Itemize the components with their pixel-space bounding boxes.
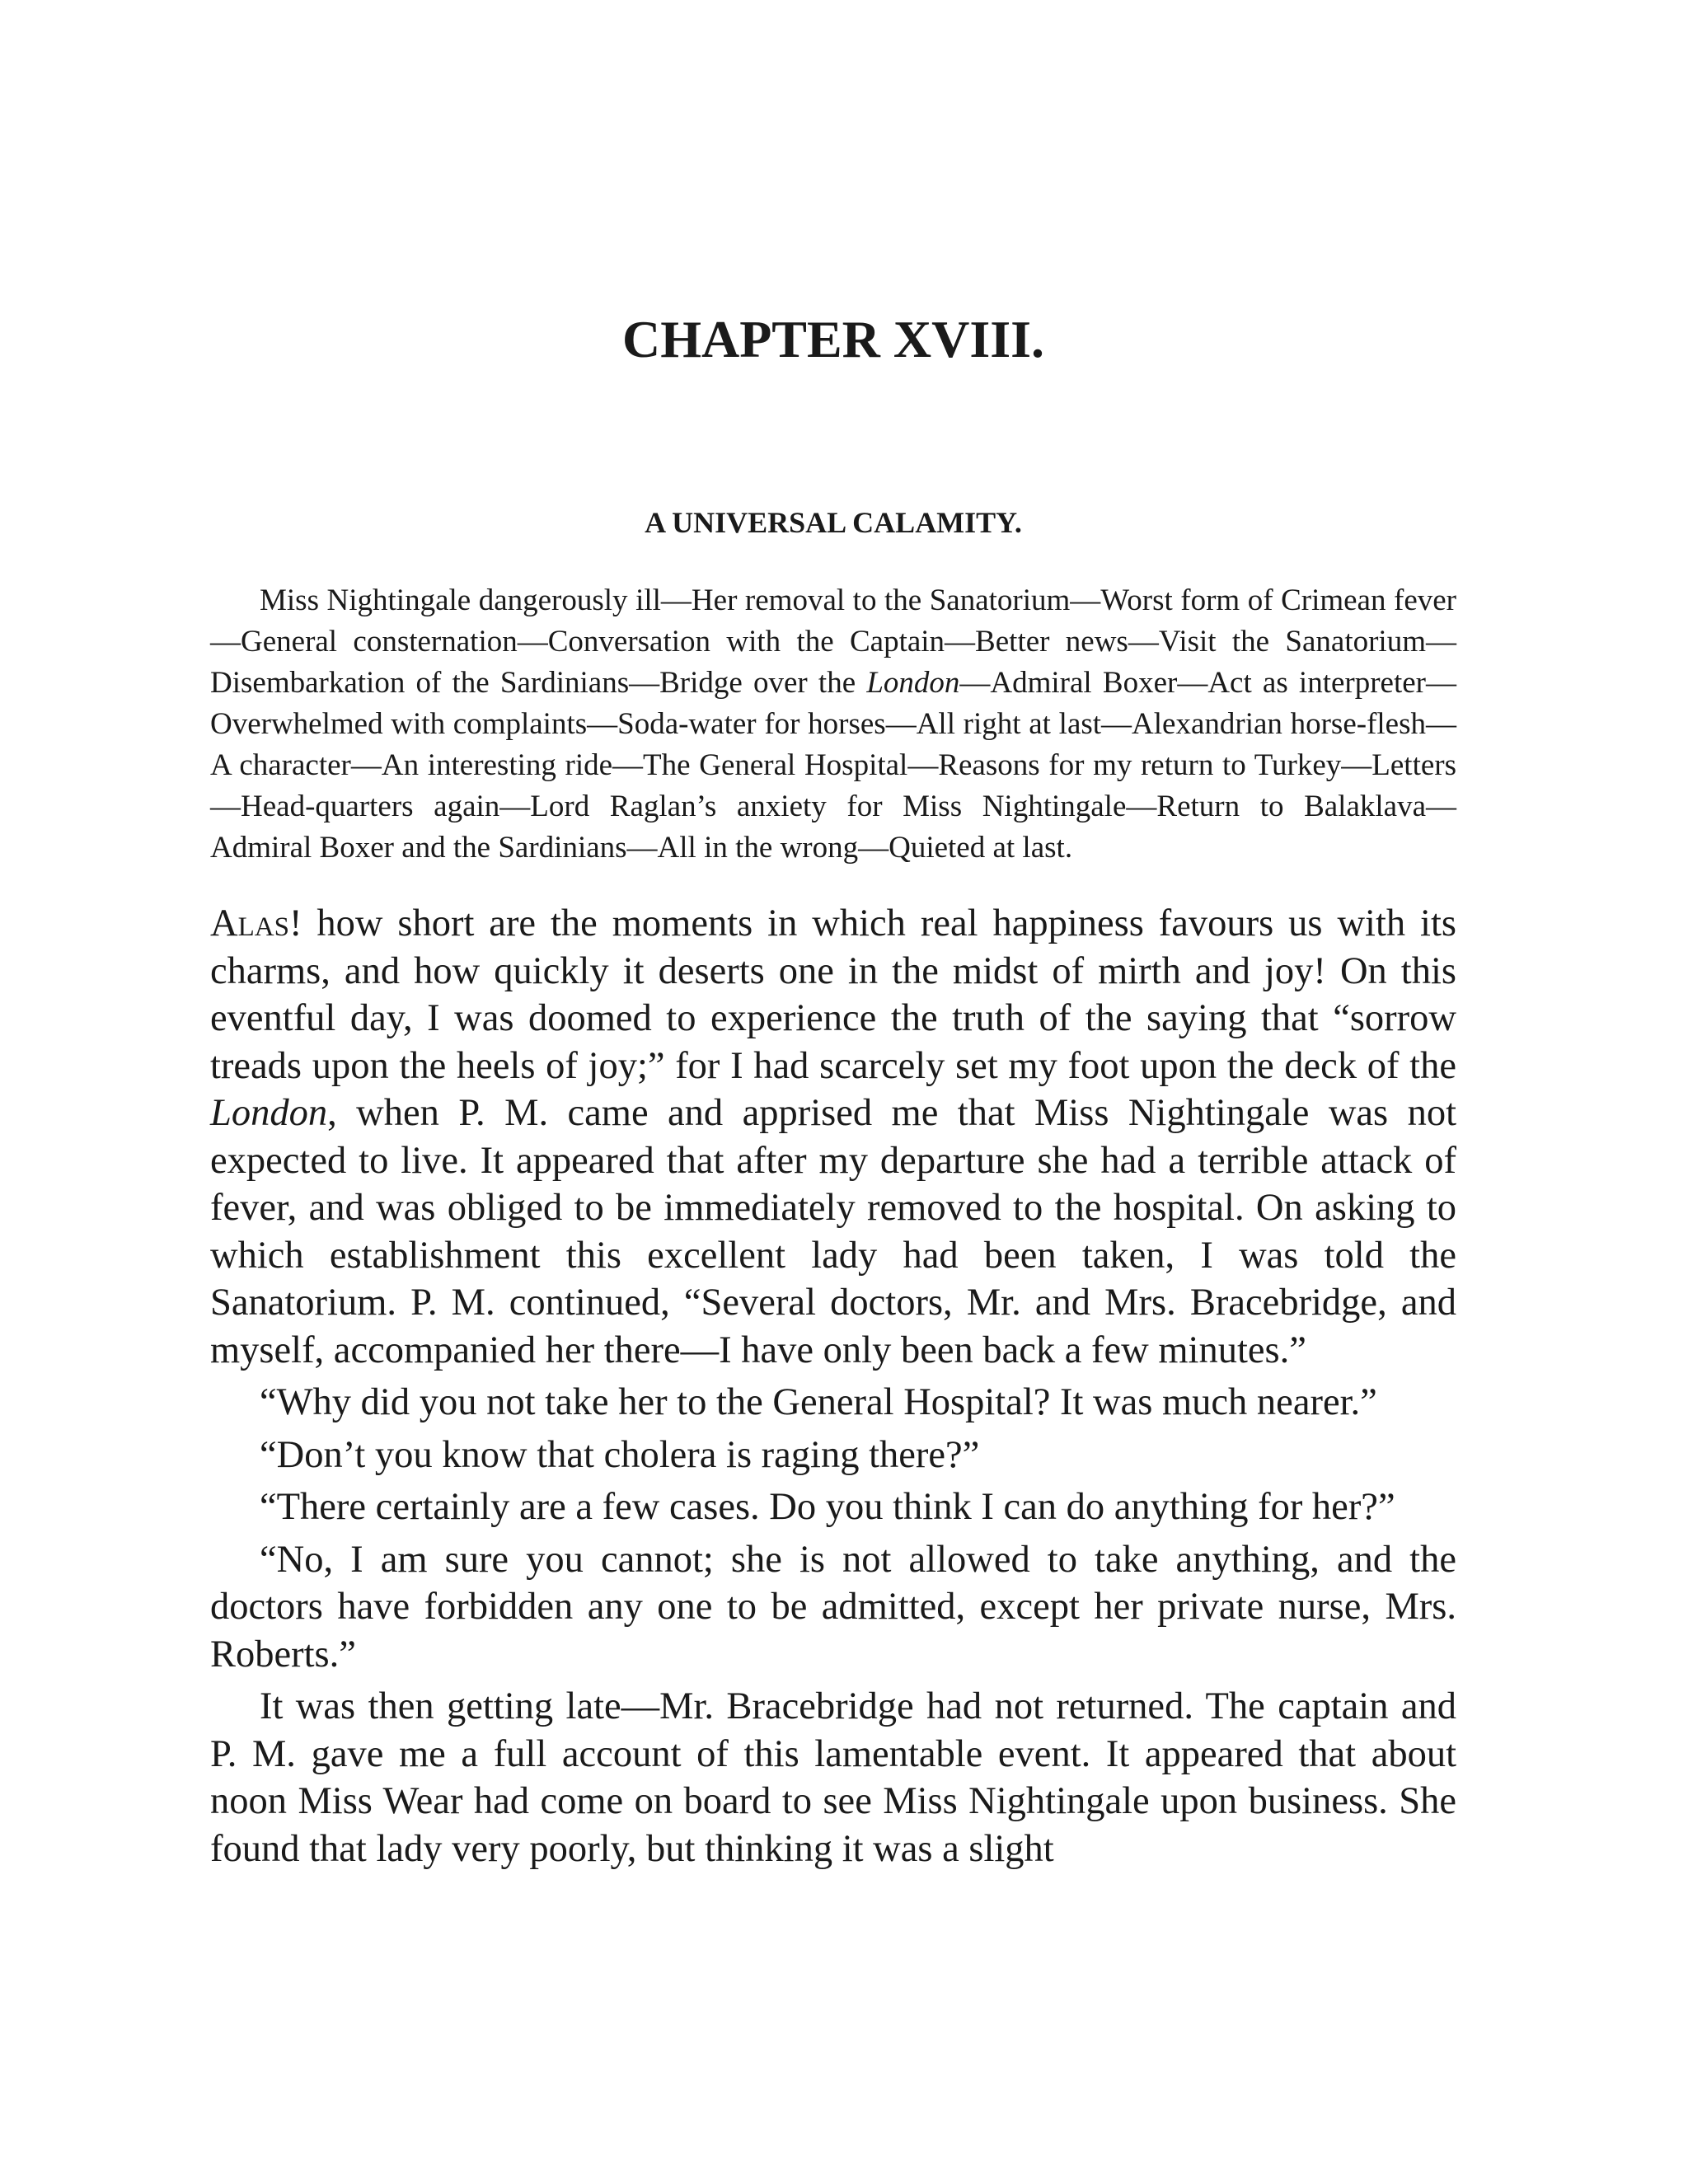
- paragraph-6: It was then getting late—Mr. Bracebridge had not returned. The captain and P. M. gave me a full account of this lamentable event. It appeared that about noon Miss Wear had come on board to see Miss Nightingale upon business. She found that lady very poorly, but thinking it was a slight: [210, 1685, 1456, 1870]
- paragraph-1: [210, 900, 1456, 1374]
- paragraph-1-text-1: ! how short are the moments in which real happiness favours us with its charms, and how quickly it deserts one in the midst of mirth and joy! On this eventful day, I was doomed to experience the truth of the saying that “sorrow treads upon the heels of joy;” for I had scarcely set my foot upon the deck of the: [210, 902, 1456, 1087]
- book-page: [210, 310, 1457, 1872]
- chapter-subtitle: A UNIVERSAL CALAMITY.: [645, 506, 1022, 539]
- paragraph-2: “Why did you not take her to the General Hospital? It was much nearer.”: [260, 1381, 1377, 1423]
- paragraph-4: “There certainly are a few cases. Do you think I can do anything for her?”: [260, 1486, 1395, 1528]
- summary-text-1: Miss Nightingale dangerously ill—Her removal to the Sanatorium—Worst form of Crimean fever—General consternation—Conversation with the Captain—Better news—Visit the Sanatorium—Disembarkation of the Sardinians—Bridge over the: [210, 583, 1456, 700]
- paragraph-5: “No, I am sure you cannot; she is not allowed to take anything, and the doctors have forbidden any one to be admitted, except her private nurse, Mrs. Roberts.”: [210, 1538, 1456, 1675]
- summary-ship-name: London: [866, 666, 960, 700]
- chapter-title: CHAPTER XVIII.: [621, 310, 1045, 368]
- paragraph-1-text-2: , when P. M. came and apprised me that Miss Nightingale was not expected to live. It appeared that after my departure she had a terrible attack of fever, and was obliged to be immediately removed to the hospital. On asking to which establishment this excellent lady had been taken, I was told the Sanatorium. P. M. continued, “Several doctors, Mr. and Mrs. Bracebridge, and myself, accompanied her there—I have only been back a few minutes.”: [210, 1092, 1456, 1371]
- paragraph-3: “Don’t you know that cholera is raging there?”: [260, 1433, 980, 1476]
- summary-text-2: —Admiral Boxer—Act as interpreter—Overwhelmed with complaints—Soda-water for horses—All right at last—Alexandrian horse-flesh—A character—An interesting ride—The General Hospital—Reasons for my return to Turkey—Letters—Head-quarters again—Lord Raglan’s anxiety for Miss Nightingale—Return to Balaklava—Admiral Boxer and the Sardinians—All in the wrong—Quieted at last.: [210, 666, 1457, 865]
- paragraph-opening-word: Alas: [210, 902, 289, 944]
- paragraph-1-ship-name: London: [210, 1092, 328, 1134]
- chapter-summary: [210, 580, 1456, 869]
